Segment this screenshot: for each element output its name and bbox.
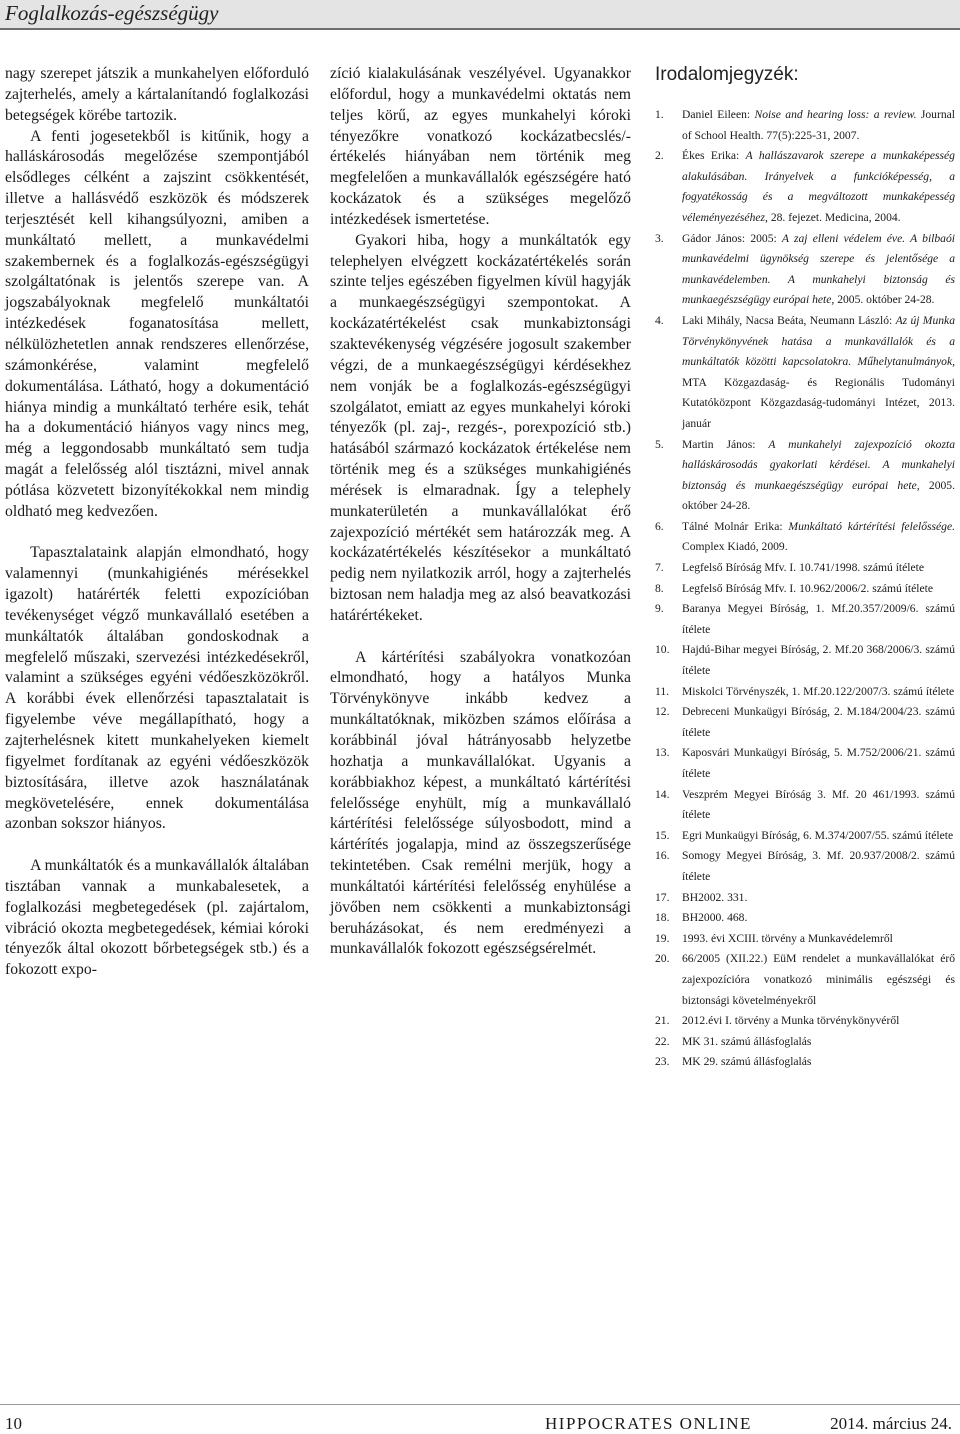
reference-text: Daniel Eileen: — [682, 108, 755, 121]
reference-title: Noise and hearing loss: a review. — [754, 108, 917, 121]
reference-item — [655, 1011, 955, 1032]
reference-number: 8. — [655, 581, 664, 595]
reference-title: Munkáltató kártérítési felelőssége. — [788, 519, 955, 533]
reference-number: 18. — [655, 911, 670, 925]
reference-number: 3. — [655, 231, 664, 245]
page-number: 10 — [5, 1414, 22, 1433]
reference-number: 10. — [655, 643, 670, 657]
reference-number: 7. — [655, 561, 664, 575]
reference-text: Miskolci Törvényszék, 1. Mf.20.122/2007/3. számú ítélete — [682, 684, 955, 698]
text-column-middle — [330, 64, 631, 960]
reference-text: MK 31. számú állásfoglalás — [682, 1034, 812, 1048]
reference-number: 5. — [655, 437, 664, 451]
reference-text: BH2002. 331. — [682, 890, 748, 904]
reference-item — [655, 846, 955, 887]
footer-rule — [0, 1404, 960, 1405]
journal-name: HIPPOCRATES ONLINE — [545, 1414, 752, 1433]
reference-item — [655, 1032, 955, 1053]
reference-text: 1993. évi XCIII. törvény a Munkavédelemről — [682, 931, 893, 945]
reference-item — [655, 949, 955, 1011]
reference-text: Gádor János: 2005: — [682, 231, 782, 245]
reference-details: 2005. október 24-28. — [834, 293, 935, 307]
reference-item — [655, 640, 955, 681]
issue-date: 2014. március 24. — [830, 1414, 952, 1433]
reference-item — [655, 311, 955, 435]
reference-item — [655, 888, 955, 909]
reference-title: A munkahelyi zajexpozíció okozta halláskárosodás gyakorlati kérdései. A munkahelyi biztonság és munkaegészségügy európai hete, — [682, 437, 956, 492]
reference-text: Baranya Megyei Bíróság, 1. Mf.20.357/2009/6. számú ítélete — [682, 602, 955, 636]
reference-text: Legfelső Bíróság Mfv. I. 10.962/2006/2. számú ítélete — [682, 581, 934, 595]
reference-number: 1. — [655, 108, 664, 121]
references-title: Irodalomjegyzék: — [655, 64, 799, 85]
paragraph: Tapasztalataink alapján elmondható, hogy valamennyi (munkahigiénés mérésekkel igazolt) határérték feletti expozícióban tevékenységet végző munkavállaló esetében a munkáltatók általában gondoskodnak a megfelelő műszaki, szervezési intézkedésekről, valamint a szükséges egyéni védőeszközökről. A korábbi évek ellenőrzési tapasztalatait is figyelembe véve megállapítható, hogy a zajterhelésnek kitett munkahelyeken kiemelt figyelmet fordítanak az egyéni védőeszközök biztosítására, illetve azok használatának megkövetelésére, ennek dokumentálása azonban sokszor hiányos. — [5, 544, 309, 833]
section-title: Foglalkozás-egészségügy — [5, 1, 219, 25]
text-column-left — [5, 64, 309, 981]
reference-text: 2012.évi I. törvény a Munka törvénykönyvéről — [682, 1014, 900, 1028]
references-section — [655, 64, 955, 1073]
reference-item — [655, 826, 955, 847]
reference-details: Journal of School Health. 77(5):225-31, 2007. — [682, 108, 955, 142]
reference-item — [655, 702, 955, 743]
reference-details: MTA Közgazdaság- és Regionális Tudományi Kutatóközpont Közgazdaság-tudományi Intézet, 2013. január — [682, 375, 955, 430]
reference-details: 2005. október 24-28. — [682, 478, 956, 513]
reference-number: 17. — [655, 890, 670, 904]
reference-text: Veszprém Megyei Bíróság 3. Mf. 20 461/1993. számú ítélete — [682, 787, 955, 822]
reference-text: MK 29. számú állásfoglalás — [682, 1055, 812, 1069]
reference-text: Debreceni Munkaügyi Bíróság, 2. M.184/2004/23. számú ítélete — [682, 705, 955, 739]
reference-text: Laki Mihály, Nacsa Beáta, Neumann László: — [682, 313, 896, 327]
paragraph: A munkáltatók és a munkavállalók általában tisztában vannak a munkabalesetek, a foglalkozási megbetegedések (pl. zajártalom, vibráció okozta megbetegedések, kémiai kóroki tényezők által okozott bőrbetegségek stb.) és a fokozott expo- — [5, 857, 309, 979]
reference-item — [655, 785, 955, 826]
header-rule — [0, 28, 960, 30]
paragraph: zíció kialakulásának veszélyével. Ugyanakkor előfordul, hogy a munkavédelmi oktatás nem teljes körű, az egyes munkahelyi kóroki tényezőkre vonatkozó kockázatbecslés/-értékelés hiányában nem történik meg megfelelően a munkavállalók egészségére ható kockázatok és a szükséges megelőző intézkedések ismertetése. — [330, 65, 631, 228]
reference-number: 20. — [655, 952, 670, 966]
reference-number: 9. — [655, 602, 664, 616]
reference-text: Kaposvári Munkaügyi Bíróság, 5. M.752/2006/21. számú ítélete — [682, 746, 955, 780]
reference-item — [655, 517, 955, 558]
reference-text: Tálné Molnár Erika: — [682, 519, 789, 533]
paragraph: A fenti jogesetekből is kitűnik, hogy a halláskárosodás megelőzése szempontjából elsődleges célként a zajszint csökkentését, illetve a hallásvédő eszközök és módszerek terjesztését kell kihangsúlyozni, amiben a munkáltató mellett, a munkavédelmi szakembernek és a foglalkozás-egészségügyi szolgáltatónak is jelentős szerepe van. A jogszabályoknak megfelelő munkáltatói intézkedések foganatosítása mellett, nélkülözhetetlen annak rendszeres ellenőrzése, számonkérése, valamint megfelelő dokumentálása. Látható, hogy a dokumentáció hiánya mindig a munkáltató terhére esik, tehát ha a dokumentáció hiányos vagy nincs meg, még a leggondosabb munkáltató sem tudja magát a felelősség alól tisztázni, mivel annak pótlása közvetett bizonyítékokkal nem mindig oldható meg kedvezően. — [5, 127, 309, 520]
reference-title: A hallászavarok szerepe a munkaképesség alakulásában. Irányelvek a funkcióképesség, a fogyatékosság és a megváltozott munkaképesség véleményezéséhez, — [682, 149, 955, 224]
reference-title: Az új Munka Törvénykönyvének hatása a munkavállalók és a munkáltatók közötti kapcsolatokra. Műhelytanulmányok, — [682, 313, 955, 369]
reference-number: 12. — [655, 705, 670, 719]
reference-number: 14. — [655, 787, 670, 801]
reference-number: 16. — [655, 849, 670, 863]
reference-number: 2. — [655, 149, 664, 163]
reference-number: 11. — [655, 684, 670, 698]
reference-item — [655, 929, 955, 950]
reference-number: 19. — [655, 931, 670, 945]
reference-number: 22. — [655, 1034, 670, 1048]
reference-details: 28. fejezet. Medicina, 2004. — [767, 210, 901, 224]
reference-number: 23. — [655, 1055, 670, 1069]
reference-item — [655, 229, 955, 311]
reference-text: Ékes Erika: — [682, 149, 746, 163]
reference-item — [655, 1052, 955, 1073]
paragraph: nagy szerepet játszik a munkahelyen előforduló zajterhelés, amely a kártalanítandó foglalkozási betegségek körébe tartozik. — [5, 65, 309, 124]
reference-item — [655, 579, 955, 600]
reference-item — [655, 558, 955, 579]
reference-text: 66/2005 (XII.22.) EüM rendelet a munkavállalókat érő zajexpozícióra vonatkozó minimális egészségi és biztonsági követelményekről — [682, 952, 955, 1007]
reference-item — [655, 435, 955, 517]
reference-item — [655, 599, 955, 640]
reference-text: Somogy Megyei Bíróság, 3. Mf. 20.937/2008/2. számú ítélete — [682, 849, 955, 883]
reference-number: 15. — [655, 828, 670, 842]
reference-text: BH2000. 468. — [682, 911, 748, 925]
reference-number: 4. — [655, 313, 664, 327]
reference-item — [655, 908, 955, 929]
reference-text: Legfelső Bíróság Mfv. I. 10.741/1998. számú ítélete — [682, 561, 925, 575]
reference-text: Hajdú-Bihar megyei Bíróság, 2. Mf.20 368/2006/3. számú ítélete — [682, 643, 955, 678]
paragraph: Gyakori hiba, hogy a munkáltatók egy telephelyen elvégzett kockázatértékelés során szinte teljes egészében figyelmen kívül hagyják a munkaegészségügyi szempontokat. A kockázatértékelést csak munkabiztonsági szaktevékenység végzésére jogosult szakember végzi, de a munkaegészségügyi kérdésekhez nem vonják be a foglalkozás-egészségügyi szolgálatot, emiatt az egyes munkahelyi kóroki tényezők (pl. zaj-, rezgés-, porexpozíció stb.) hatásából származó kockázatok értékelése nem történik meg és a szükséges munkahigiénés mérések is elmaradnak. Így a telephely munkaterületén a munkavállalókat érő zajexpozíció mértékét sem határozzák meg. A kockázatértékelés készítésekor a munkáltató pedig nem nyilatkozik arról, hogy a zajterhelés biztosan nem haladja meg az alsó beavatkozási határértékeket. — [330, 231, 631, 624]
references-list — [655, 105, 955, 1073]
reference-title: A zaj elleni védelem éve. A bilbaói munkavédelmi ügynökség szerepe és jelentősége a munkavédelemben. A munkahelyi biztonság és munkaegészségügy európai hete, — [682, 231, 955, 307]
reference-details: Complex Kiadó, 2009. — [682, 540, 788, 554]
reference-number: 6. — [655, 519, 664, 533]
reference-item — [655, 743, 955, 784]
reference-number: 13. — [655, 746, 670, 760]
reference-item — [655, 682, 955, 703]
reference-item — [655, 105, 955, 146]
reference-item — [655, 146, 955, 228]
reference-text: Egri Munkaügyi Bíróság, 6. M.374/2007/55. számú ítélete — [682, 828, 954, 842]
reference-number: 21. — [655, 1014, 670, 1028]
paragraph: A kártérítési szabályokra vonatkozóan elmondható, hogy a hatályos Munka Törvénykönyve inkább kedvez a munkáltatóknak, miközben számos előírása a korábbinál jóval hátrányosabb helyzetbe hozhatja a munkavállalókat. Ugyanis a korábbiakhoz képest, a munkáltató kártérítési felelőssége enyhült, míg a munkavállaló kártérítési felelőssége súlyosbodott, mind a kártérítés jogalapja, mind az összegszerűsége tekintetében. Csak remélni merjük, hogy a munkáltatói kártérítési felelősség enyhülése a jövőben nem csökkenti a munkabiztonsági beruházásokat, és nem eredményezi a munkavállalók fokozott egészségsérelmét. — [330, 648, 631, 958]
reference-text: Martin János: — [682, 437, 769, 451]
